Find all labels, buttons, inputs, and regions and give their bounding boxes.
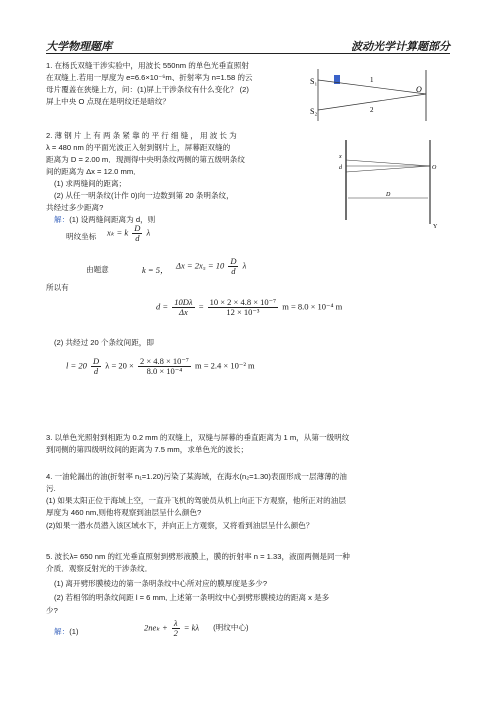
p2-line-1: 2. 薄 钢 片 上 有 两 条 紧 靠 的 平 行 细 缝 ， 用 波 长 为 xyxy=(46,131,237,140)
p1-fig-label-2: 2 xyxy=(370,106,374,114)
p2-eq1-tail: λ xyxy=(146,227,151,238)
p5-eq5-tail: = kλ xyxy=(183,622,200,633)
p2-eq3 xyxy=(156,298,342,317)
p2-eq2-tail: λ xyxy=(242,260,247,271)
p1-line-4: 屏上中央 O 点现在是明纹还是暗纹？ xyxy=(46,97,171,106)
p2-condition-k: k = 5， xyxy=(142,265,169,275)
p2-eq1-den: d xyxy=(135,233,140,243)
header-left-title: 大学物理题库 xyxy=(46,41,112,53)
p2-eq2 xyxy=(176,257,246,276)
p4-line-4: 厚度为 460 nm,则他将观察到油层呈什么颜色? xyxy=(46,508,202,517)
p5-eq5-lhs: 2neₖ + xyxy=(144,622,168,633)
p1-line-2: 在双缝上.若用一厚度为 e=6.6×10⁻⁶m、折射率为 n=1.58 的云 xyxy=(46,73,253,82)
p2-eq3-lhs: d = xyxy=(156,301,169,312)
header-right-title: 波动光学计算题部分 xyxy=(351,41,450,53)
p2-eq4-tail: m = 2.4 × 10⁻² m xyxy=(195,360,255,371)
p5-eq5 xyxy=(144,619,249,638)
p2-fig-ray-upper xyxy=(346,160,430,166)
p4-line-2: 污. xyxy=(46,484,56,493)
p1-fig-label-1: 1 xyxy=(370,76,374,84)
p2-coord-label: 明纹坐标 xyxy=(66,232,97,241)
p2-line-2: λ = 480 nm 的平面光波正入射到钢片上，屏幕距双缝的 xyxy=(46,143,231,152)
p2-eq3-den1: Δx xyxy=(179,307,188,317)
p3-line-1: 3. 以单色光照射到相距为 0.2 mm 的双缝上，双缝与屏幕的垂直距离为 1 m，从第一级明纹 xyxy=(46,433,350,442)
p5-line-5: 少? xyxy=(46,606,58,615)
p2-eq4-den2: 8.0 × 10⁻⁴ xyxy=(146,366,183,376)
p1-figure xyxy=(312,66,452,124)
p4-line-3: (1) 如果太阳正位于海域上空，一直升飞机的驾驶员从机上向正下方观察，他所正对的油层 xyxy=(46,496,346,505)
p2-so-label: 所以有 xyxy=(46,283,69,292)
p2-line-4: 间的距离为 Δx = 12.0 mm． xyxy=(46,167,141,176)
p3-line-2: 到同侧的第四级明纹间的距离为 7.5 mm，求单色光的波长； xyxy=(46,445,249,454)
p5-solution-num: (1) xyxy=(69,627,79,636)
p2-eq1-num: D xyxy=(134,223,141,233)
p2-eq1-lhs: xₖ = k xyxy=(107,227,129,238)
header-rule xyxy=(46,53,450,54)
p2-fig-x: x xyxy=(339,154,342,160)
p2-solution-intro: (1) 设两缝间距离为 d，则 xyxy=(69,215,156,224)
p4-line-5: (2)如果一潜水员潜入该区域水下，并向正上方观察，又将看到油层呈什么颜色？ xyxy=(46,521,314,530)
p4-line-1: 4. 一油轮漏出的油(折射率 n₁=1.20)污染了某海域，在海水(n₂=1.30)表面形成一层薄薄的油 xyxy=(46,472,347,481)
p2-eq4-den1: d xyxy=(93,366,99,376)
p2-fig-ray-lower xyxy=(346,166,430,172)
p1-fig-o: O xyxy=(416,85,422,94)
p2-fig-D: D xyxy=(386,192,391,198)
page-header xyxy=(46,38,450,54)
p2-eq4-lhs: l = 20 xyxy=(66,360,87,371)
p2-eq4-mid: λ = 20 × xyxy=(105,360,134,371)
p1-line-3: 母片覆盖在狭缝上方，问：(1)屏上干涉条纹有什么变化？ (2) xyxy=(46,85,249,94)
p2-condition-label: 由题意 xyxy=(86,265,109,274)
p5-solution-label: 解： xyxy=(54,627,70,636)
p2-fig-d: d xyxy=(339,165,342,171)
p5-eq5-den: 2 xyxy=(173,628,178,638)
p2-line-6: (2) 从任一明条纹(计作 0)向一边数到第 20 条明条纹， xyxy=(54,191,234,200)
p1-fig-s2: S₂ xyxy=(310,107,318,116)
p5-line-2: 介质．观察反射光的干涉条纹． xyxy=(46,564,153,573)
p5-line-4: (2) 若相邻的明条纹间距 l = 6 mm, 上述第一条明纹中心到劈形膜棱边的距离 x 是多 xyxy=(54,593,330,602)
p2-eq3-tail: m = 8.0 × 10⁻⁴ m xyxy=(282,301,343,312)
p2-eq3-num1: 10Dλ xyxy=(174,297,193,307)
p2-eq3-num2: 10 × 2 × 4.8 × 10⁻⁷ xyxy=(209,297,277,307)
p2-eq2-num: D xyxy=(230,256,237,266)
p1-fig-s1: S₁ xyxy=(310,77,318,86)
p5-solution-row xyxy=(54,626,78,637)
p2-eq3-den2: 12 × 10⁻³ xyxy=(226,307,260,317)
p2-fig-o: O xyxy=(432,165,437,171)
p5-line-3: (1) 离开劈形膜棱边的第一条明条纹中心所对应的膜厚度是多少? xyxy=(54,579,268,588)
p2-figure xyxy=(338,138,450,230)
p2-solution-label: 解： xyxy=(54,215,70,224)
p2-eq2-lhs: Δx = 2x₅ = 10 xyxy=(176,260,225,271)
p1-line-1: 1. 在杨氏双缝干涉实验中，用波长 550nm 的单色光垂直照射 xyxy=(46,61,249,70)
p5-eq5-num: λ xyxy=(173,618,178,628)
p2-line-7: 共经过多少距离? xyxy=(46,203,104,212)
p5-line-1: 5. 波长λ= 650 nm 的红光垂直照射到劈形液膜上，膜的折射率 n = 1.33，液面两侧是同一种 xyxy=(46,552,350,561)
p2-eq4-num1: D xyxy=(92,356,100,366)
p5-eq5-note: (明纹中心) xyxy=(213,623,249,633)
p2-eq4 xyxy=(66,357,255,376)
p2-line-5: (1) 求两缝间的距离； xyxy=(54,179,127,188)
p2-eq1 xyxy=(107,224,150,243)
p2-line-3: 距离为 D = 2.00 m．现测得中央明条纹两侧的第五级明条纹 xyxy=(46,155,245,164)
p2-fig-y: Y xyxy=(433,224,438,230)
p2-eq2-den: d xyxy=(231,266,236,276)
p2-eq4-num2: 2 × 4.8 × 10⁻⁷ xyxy=(139,356,189,366)
p2-eq3-mid: = xyxy=(198,301,204,312)
p2-part2-intro: (2) 共经过 20 个条纹间距，即 xyxy=(54,338,154,347)
